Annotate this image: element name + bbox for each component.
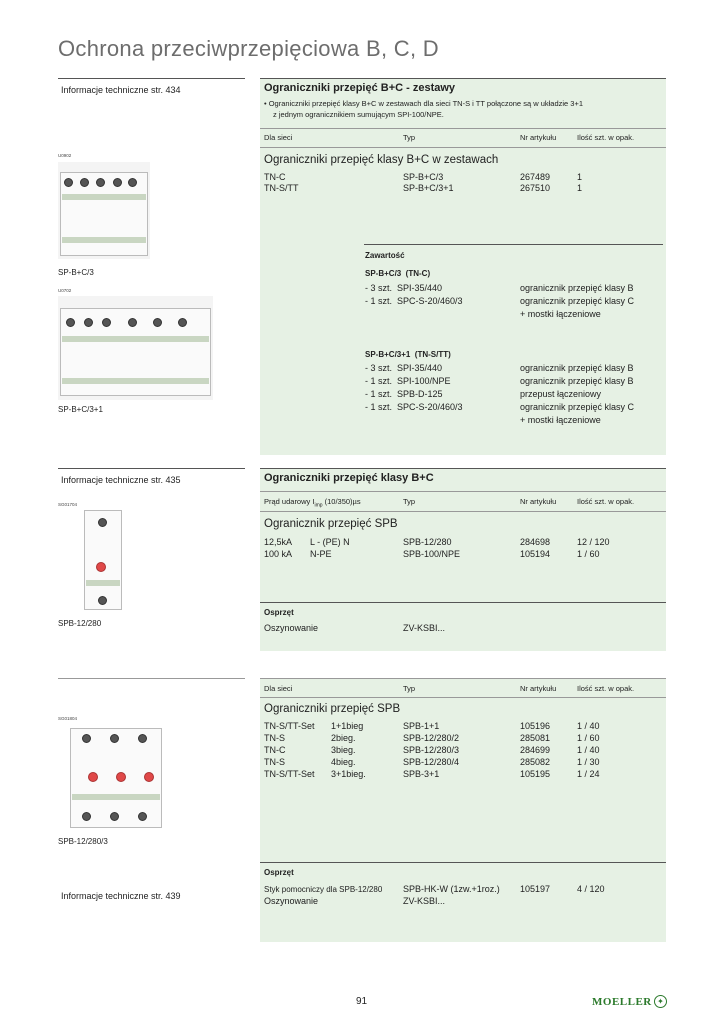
brand-logo: MOELLER xyxy=(592,996,652,1008)
panel-s3 xyxy=(260,678,666,942)
table-cell: SPB-100/NPE xyxy=(403,549,461,559)
table-cell: 1 / 30 xyxy=(577,757,600,767)
tech-info-link[interactable]: Informacje techniczne str. 435 xyxy=(61,475,181,485)
col-header-qty: Ilość szt. w opak. xyxy=(577,133,635,142)
table-cell: SPB-12/280 xyxy=(403,537,452,547)
image-caption: SPB-12/280 xyxy=(58,619,102,628)
table-cell: L - (PE) N xyxy=(310,537,350,547)
table-cell: SPB-1+1 xyxy=(403,721,440,731)
table-cell: Styk pomocniczy dla SPB-12/280 xyxy=(264,885,383,894)
col-header-current-unit: (10/350)µs xyxy=(322,497,361,506)
table-cell: SPB-12/280/4 xyxy=(403,757,460,767)
image-code: U0702 xyxy=(58,288,72,293)
table-cell: 105195 xyxy=(520,769,551,779)
image-code: U0902 xyxy=(58,153,72,158)
rule-s3-header-bottom xyxy=(260,697,666,698)
table-cell: 12 / 120 xyxy=(577,537,610,547)
table-cell: 284698 xyxy=(520,537,551,547)
table-cell: TN-C xyxy=(264,745,286,755)
col-header-qty: Ilość szt. w opak. xyxy=(577,497,635,506)
table-cell: Oszynowanie xyxy=(264,896,319,906)
table-cell: SP-B+C/3 xyxy=(403,172,444,182)
accessories-title: Osprzęt xyxy=(264,868,294,877)
table-cell: TN-S/TT-Set xyxy=(264,769,315,779)
image-code: SG01704 xyxy=(58,502,78,507)
contents-item: - 3 szt. SPI-35/440 xyxy=(365,283,443,293)
tech-info-link[interactable]: Informacje techniczne str. 439 xyxy=(61,891,181,901)
product-image-spbc31 xyxy=(58,296,213,400)
image-code: SG01804 xyxy=(58,716,78,721)
table-cell: 2bieg. xyxy=(331,733,356,743)
group-title: Ogranicznik przepięć SPB xyxy=(264,518,398,530)
table-cell: 3+1bieg. xyxy=(331,769,366,779)
table-cell: TN-S/TT xyxy=(264,183,299,193)
contents-item: - 1 szt. SPC-S-20/460/3 xyxy=(365,402,463,412)
contents-group-title: SP-B+C/3+1 (TN-S/TT) xyxy=(365,350,451,359)
contents-item: - 3 szt. SPI-35/440 xyxy=(365,363,443,373)
contents-item: - 1 szt. SPB-D-125 xyxy=(365,389,443,399)
table-cell: 1 xyxy=(577,183,583,193)
table-cell: 1 / 60 xyxy=(577,733,600,743)
col-header-current xyxy=(264,497,361,509)
rule-s3-top xyxy=(58,678,245,679)
table-cell: N-PE xyxy=(310,549,332,559)
table-cell: 12,5kA xyxy=(264,537,293,547)
contents-item-desc: ogranicznik przepięć klasy B xyxy=(520,376,634,386)
rule-s1-contents xyxy=(364,244,663,245)
table-cell: SPB-3+1 xyxy=(403,769,440,779)
table-cell: 1 / 24 xyxy=(577,769,600,779)
section-title: Ograniczniki przepięć B+C - zestawy xyxy=(264,82,456,94)
table-cell: 105197 xyxy=(520,884,551,894)
table-cell: TN-S xyxy=(264,757,285,767)
rule-s2-acc xyxy=(260,602,666,603)
table-cell: Oszynowanie xyxy=(264,623,319,633)
image-caption: SP-B+C/3 xyxy=(58,268,94,277)
rule-s2-left xyxy=(58,468,245,469)
accessories-title: Osprzęt xyxy=(264,608,294,617)
section-note: z jednym ogranicznikiem sumującym SPI-100/NPE. xyxy=(273,110,444,119)
table-cell: 267489 xyxy=(520,172,551,182)
contents-title: Zawartość xyxy=(365,251,405,260)
contents-item-desc: ogranicznik przepięć klasy B xyxy=(520,283,634,293)
rule-s1-left xyxy=(58,78,245,79)
rule-s3-acc xyxy=(260,862,666,863)
col-header-current-sub: imp xyxy=(314,502,323,509)
section-title: Ograniczniki przepięć klasy B+C xyxy=(264,472,434,484)
table-cell: SPB-12/280/2 xyxy=(403,733,460,743)
product-image-spbc3 xyxy=(58,162,150,259)
table-cell: 3bieg. xyxy=(331,745,356,755)
contents-item: - 1 szt. SPC-S-20/460/3 xyxy=(365,296,463,306)
col-header-network: Dla sieci xyxy=(264,133,293,142)
col-header-article: Nr artykułu xyxy=(520,684,557,693)
col-header-type: Typ xyxy=(403,497,416,506)
table-cell: 1 xyxy=(577,172,583,182)
rule-s2-header-bottom xyxy=(260,511,666,512)
table-cell: TN-S xyxy=(264,733,285,743)
col-header-type: Typ xyxy=(403,684,416,693)
table-cell: TN-C xyxy=(264,172,286,182)
rule-s1-right xyxy=(260,78,666,79)
contents-item-desc: przepust łączeniowy xyxy=(520,389,602,399)
col-header-current-text: Prąd udarowy I xyxy=(264,497,315,506)
rule-s1-header xyxy=(260,128,666,129)
table-cell: SPB-HK-W (1zw.+1roz.) xyxy=(403,884,500,894)
table-cell: 4 / 120 xyxy=(577,884,605,894)
rule-s2-right xyxy=(260,468,666,469)
contents-group-title: SP-B+C/3 (TN-C) xyxy=(365,269,431,278)
col-header-network: Dla sieci xyxy=(264,684,293,693)
tech-info-link[interactable]: Informacje techniczne str. 434 xyxy=(61,85,181,95)
contents-item: - 1 szt. SPI-100/NPE xyxy=(365,376,451,386)
table-cell: ZV-KSBI... xyxy=(403,623,446,633)
table-cell: ZV-KSBI... xyxy=(403,896,446,906)
contents-item-desc: + mostki łączeniowe xyxy=(520,309,601,319)
col-header-article: Nr artykułu xyxy=(520,497,557,506)
page-number: 91 xyxy=(356,996,368,1007)
rule-s3-header xyxy=(260,678,666,679)
table-cell: 284699 xyxy=(520,745,551,755)
contents-item-desc: ogranicznik przepięć klasy B xyxy=(520,363,634,373)
col-header-type: Typ xyxy=(403,133,416,142)
table-cell: 1+1bieg xyxy=(331,721,364,731)
table-cell: 267510 xyxy=(520,183,551,193)
table-cell: 285082 xyxy=(520,757,551,767)
table-cell: 285081 xyxy=(520,733,551,743)
table-cell: SPB-12/280/3 xyxy=(403,745,460,755)
brand-mark-icon: ✦ xyxy=(654,995,667,1008)
table-cell: SP-B+C/3+1 xyxy=(403,183,454,193)
col-header-qty: Ilość szt. w opak. xyxy=(577,684,635,693)
image-caption: SPB-12/280/3 xyxy=(58,837,108,846)
rule-s2-header xyxy=(260,491,666,492)
table-cell: 4bieg. xyxy=(331,757,356,767)
table-cell: 100 kA xyxy=(264,549,293,559)
page-title: Ochrona przeciwprzepięciowa B, C, D xyxy=(58,36,439,61)
table-cell: 1 / 40 xyxy=(577,721,600,731)
table-cell: 1 / 60 xyxy=(577,549,600,559)
contents-item-desc: ogranicznik przepięć klasy C xyxy=(520,296,635,306)
group-title: Ograniczniki przepięć klasy B+C w zestawach xyxy=(264,154,499,166)
rule-s1-header-bottom xyxy=(260,147,666,148)
contents-item-desc: + mostki łączeniowe xyxy=(520,415,601,425)
col-header-article: Nr artykułu xyxy=(520,133,557,142)
table-cell: 105196 xyxy=(520,721,551,731)
section-note: • Ograniczniki przepięć klasy B+C w zestawach dla sieci TN-S i TT połączone są w układzie 3+1 xyxy=(264,99,584,108)
product-image-spb122803 xyxy=(58,722,170,830)
product-image-spb12280 xyxy=(74,510,134,610)
table-cell: TN-S/TT-Set xyxy=(264,721,315,731)
image-caption: SP-B+C/3+1 xyxy=(58,405,103,414)
table-cell: 105194 xyxy=(520,549,551,559)
contents-item-desc: ogranicznik przepięć klasy C xyxy=(520,402,635,412)
group-title: Ograniczniki przepięć SPB xyxy=(264,703,401,715)
table-cell: 1 / 40 xyxy=(577,745,600,755)
